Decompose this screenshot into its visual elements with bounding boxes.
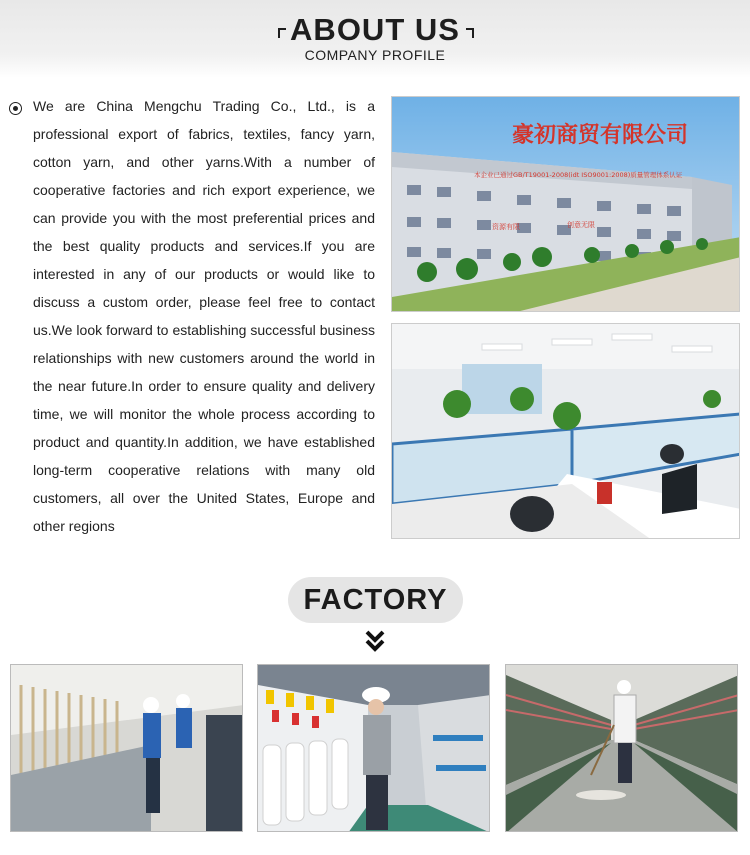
chevron-down-icon [365, 630, 385, 652]
building-banner-left: 资源有限 [492, 223, 520, 231]
office-photo [391, 323, 740, 539]
factory-title: FACTORY [303, 584, 448, 616]
factory-photo-spinning [10, 664, 243, 832]
building-sign: 豪初商贸有限公司 [512, 123, 689, 148]
factory-photo-hall [505, 664, 738, 832]
bullet-icon [9, 102, 22, 115]
building-banner-right: 创意无限 [567, 221, 595, 229]
page-subtitle: COMPANY PROFILE [304, 47, 446, 63]
page-title: ABOUT US [290, 12, 460, 47]
building-slogan: 本企业已通过GB/T19001-2008(idt ISO9001:2008)质量管理体系认证 [474, 171, 683, 179]
factory-photo-winding [257, 664, 490, 832]
about-paragraph: We are China Mengchu Trading Co., Ltd., is a professional export of fabrics, textiles, fancy yarn, cotton yarn, and other yarns.With a number of cooperative factories and rich export experience, we can provide you with the most preferential prices and the best quality products and services.If you are interested in any of our products or would like to discuss a custom order, please feel free to contact us.We look forward to establishing successful business relationships with new customers around the world in the near future.In order to ensure quality and delivery time, we will monitor the whole process according to product and quantity.In addition, we have established long-term cooperative relations with many old customers, all over the United States, Europe and other regions [33, 98, 375, 534]
building-photo [391, 96, 740, 312]
